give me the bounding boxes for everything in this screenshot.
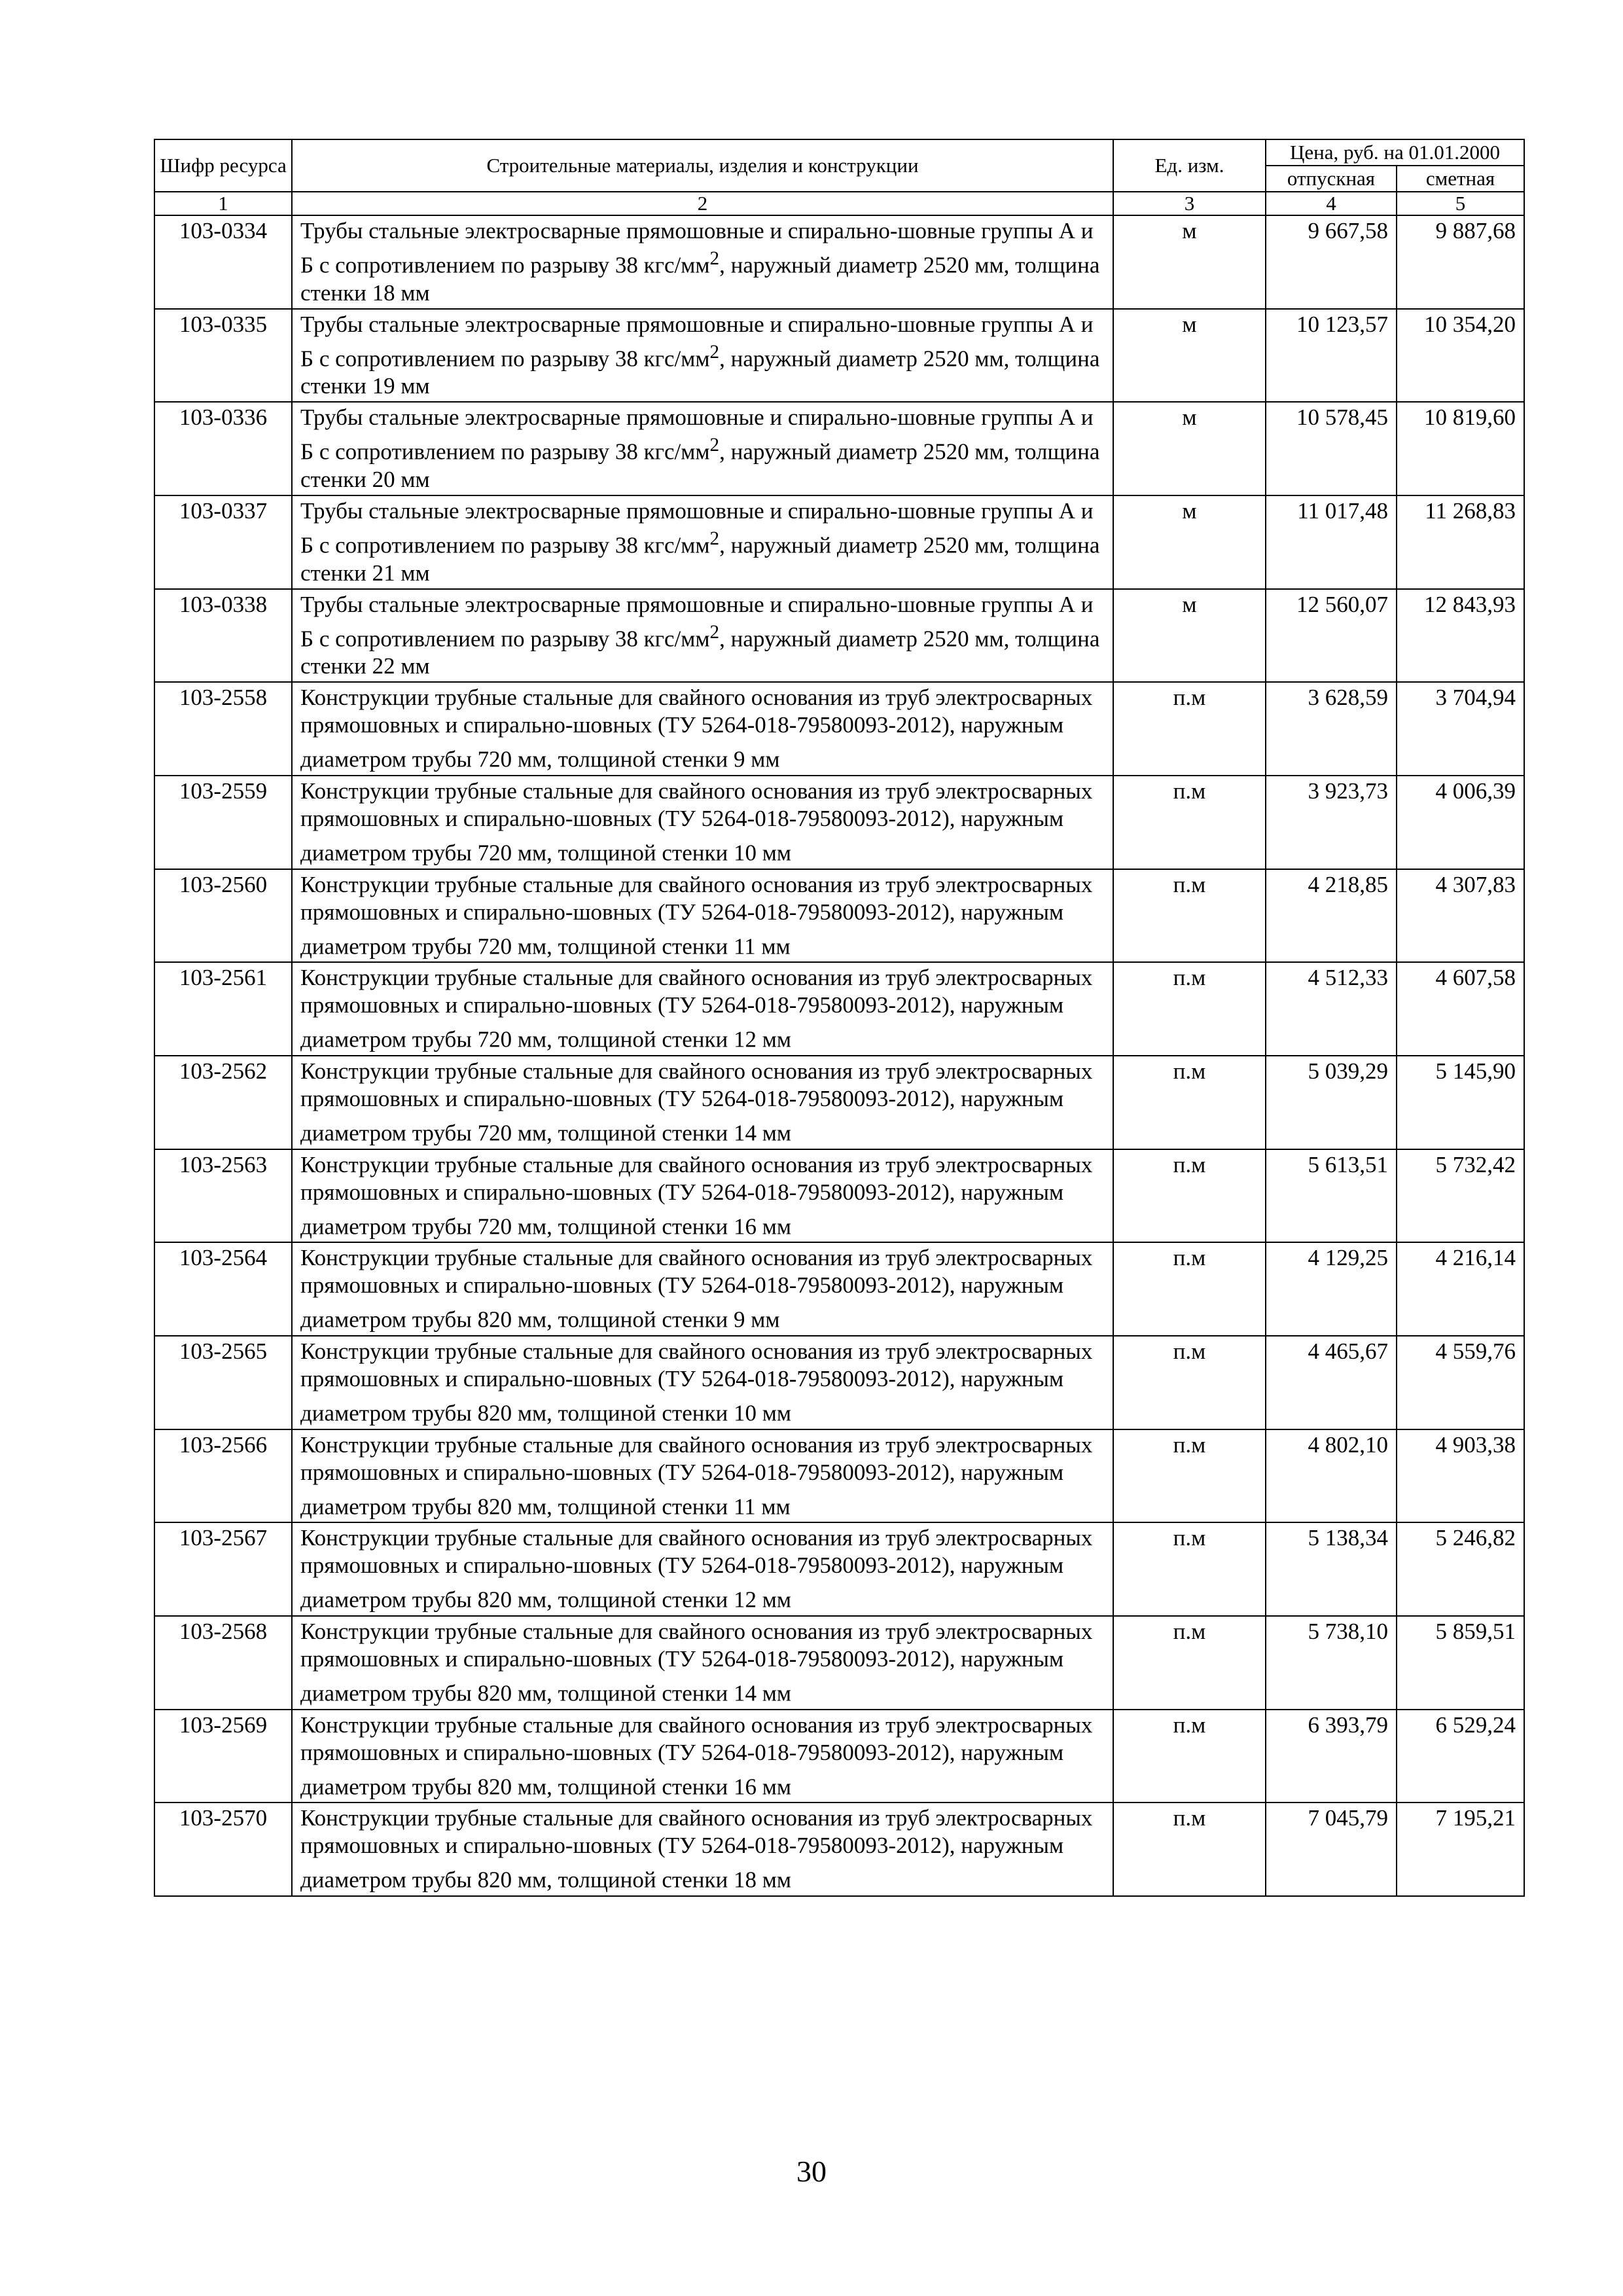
table-row — [154, 776, 1524, 869]
header-name: Строительные материалы, изделия и конструкции — [292, 139, 1113, 192]
resource-code: 103-2560 — [154, 869, 292, 963]
estimate-price: 9 887,68 — [1397, 215, 1524, 309]
superscript: 2 — [709, 341, 720, 363]
description-text: Конструкции трубные стальные для свайного основания из труб электросварных прямошовных и спирально-шовных (ТУ 5264-018-79580093-2012), наружным диаметром трубы 820 мм, толщиной стенки 16 мм — [300, 1712, 1093, 1800]
estimate-price: 3 704,94 — [1397, 682, 1524, 776]
estimate-price: 11 268,83 — [1397, 495, 1524, 589]
header-price-group: Цена, руб. на 01.01.2000 — [1266, 139, 1524, 166]
header-estimate-price: сметная — [1397, 166, 1524, 192]
resource-description — [292, 1149, 1113, 1243]
description-text: Трубы стальные электросварные прямошовные и спирально-шовные группы А и Б с сопротивлением по разрыву 38 кгс/мм — [300, 218, 1094, 278]
resource-code: 103-2568 — [154, 1616, 292, 1710]
release-price: 4 512,33 — [1266, 962, 1397, 1056]
description-text: Конструкции трубные стальные для свайного основания из труб электросварных прямошовных и спирально-шовных (ТУ 5264-018-79580093-2012), наружным диаметром трубы 720 мм, толщиной стенки 14 мм — [300, 1058, 1093, 1146]
release-price: 4 129,25 — [1266, 1242, 1397, 1336]
description-text: Конструкции трубные стальные для свайного основания из труб электросварных прямошовных и спирально-шовных (ТУ 5264-018-79580093-2012), наружным диаметром трубы 720 мм, толщиной стенки 12 мм — [300, 965, 1093, 1052]
resource-code: 103-0335 — [154, 309, 292, 403]
description-text: Конструкции трубные стальные для свайного основания из труб электросварных прямошовных и спирально-шовных (ТУ 5264-018-79580093-2012), наружным диаметром трубы 820 мм, толщиной стенки 11 мм — [300, 1431, 1093, 1520]
resource-code: 103-2567 — [154, 1522, 292, 1616]
release-price: 11 017,48 — [1266, 495, 1397, 589]
unit-of-measure: м — [1113, 309, 1266, 403]
table-row — [154, 1803, 1524, 1896]
table-body — [154, 215, 1524, 1896]
resource-description — [292, 682, 1113, 776]
unit-of-measure: п.м — [1113, 1242, 1266, 1336]
resource-code: 103-0338 — [154, 589, 292, 683]
estimate-price: 4 307,83 — [1397, 869, 1524, 963]
unit-of-measure: п.м — [1113, 1522, 1266, 1616]
estimate-price: 4 903,38 — [1397, 1429, 1524, 1523]
resource-code: 103-2563 — [154, 1149, 292, 1243]
table-row — [154, 1710, 1524, 1803]
unit-of-measure: п.м — [1113, 682, 1266, 776]
column-number: 3 — [1113, 192, 1266, 215]
release-price: 10 578,45 — [1266, 402, 1397, 495]
resource-code: 103-0334 — [154, 215, 292, 309]
resource-code: 103-2569 — [154, 1710, 292, 1803]
table-row — [154, 962, 1524, 1056]
resource-code: 103-2570 — [154, 1803, 292, 1896]
table-row — [154, 1522, 1524, 1616]
resource-code: 103-2564 — [154, 1242, 292, 1336]
estimate-price: 5 145,90 — [1397, 1056, 1524, 1149]
unit-of-measure: п.м — [1113, 776, 1266, 869]
description-text: Конструкции трубные стальные для свайного основания из труб электросварных прямошовных и спирально-шовных (ТУ 5264-018-79580093-2012), наружным диаметром трубы 820 мм, толщиной стенки 18 мм — [300, 1805, 1093, 1893]
description-text: Конструкции трубные стальные для свайного основания из труб электросварных прямошовных и спирально-шовных (ТУ 5264-018-79580093-2012), наружным диаметром трубы 720 мм, толщиной стенки 10 мм — [300, 778, 1093, 866]
description-text-cont: , наружный диаметр 2520 мм, толщина стенки 21 мм — [300, 532, 1100, 586]
estimate-price: 12 843,93 — [1397, 589, 1524, 683]
description-text: Трубы стальные электросварные прямошовные и спирально-шовные группы А и Б с сопротивлением по разрыву 38 кгс/мм — [300, 497, 1094, 558]
resource-description — [292, 589, 1113, 683]
resource-code: 103-2561 — [154, 962, 292, 1056]
resource-description — [292, 1056, 1113, 1149]
resource-description — [292, 1336, 1113, 1429]
resource-description — [292, 1803, 1113, 1896]
description-text-cont: , наружный диаметр 2520 мм, толщина стенки 22 мм — [300, 626, 1100, 679]
resource-description — [292, 1710, 1113, 1803]
superscript: 2 — [709, 248, 720, 269]
superscript: 2 — [709, 435, 720, 456]
release-price: 4 465,67 — [1266, 1336, 1397, 1429]
estimate-price: 10 354,20 — [1397, 309, 1524, 403]
column-number: 5 — [1397, 192, 1524, 215]
column-numbers-row — [154, 192, 1524, 215]
column-number: 2 — [292, 192, 1113, 215]
header-unit: Ед. изм. — [1113, 139, 1266, 192]
superscript: 2 — [709, 528, 720, 549]
resource-code: 103-2559 — [154, 776, 292, 869]
resource-description — [292, 869, 1113, 963]
table-row — [154, 1336, 1524, 1429]
price-table — [154, 139, 1525, 1897]
estimate-price: 5 859,51 — [1397, 1616, 1524, 1710]
table-row — [154, 869, 1524, 963]
description-text: Конструкции трубные стальные для свайного основания из труб электросварных прямошовных и спирально-шовных (ТУ 5264-018-79580093-2012), наружным диаметром трубы 820 мм, толщиной стенки 9 мм — [300, 1245, 1093, 1333]
table-row — [154, 682, 1524, 776]
unit-of-measure: п.м — [1113, 1336, 1266, 1429]
resource-description — [292, 402, 1113, 495]
unit-of-measure: п.м — [1113, 1429, 1266, 1523]
release-price: 12 560,07 — [1266, 589, 1397, 683]
resource-description — [292, 309, 1113, 403]
unit-of-measure: м — [1113, 589, 1266, 683]
release-price: 5 039,29 — [1266, 1056, 1397, 1149]
description-text-cont: , наружный диаметр 2520 мм, толщина стенки 19 мм — [300, 346, 1100, 399]
resource-code: 103-2558 — [154, 682, 292, 776]
estimate-price: 7 195,21 — [1397, 1803, 1524, 1896]
estimate-price: 5 246,82 — [1397, 1522, 1524, 1616]
estimate-price: 4 607,58 — [1397, 962, 1524, 1056]
unit-of-measure: п.м — [1113, 1149, 1266, 1243]
release-price: 3 628,59 — [1266, 682, 1397, 776]
unit-of-measure: п.м — [1113, 1616, 1266, 1710]
header-release-price: отпускная — [1266, 166, 1397, 192]
release-price: 5 138,34 — [1266, 1522, 1397, 1616]
unit-of-measure: п.м — [1113, 1803, 1266, 1896]
description-text: Конструкции трубные стальные для свайного основания из труб электросварных прямошовных и спирально-шовных (ТУ 5264-018-79580093-2012), наружным диаметром трубы 820 мм, толщиной стенки 10 мм — [300, 1338, 1093, 1426]
resource-description — [292, 1522, 1113, 1616]
resource-code: 103-2566 — [154, 1429, 292, 1523]
release-price: 9 667,58 — [1266, 215, 1397, 309]
description-text-cont: , наружный диаметр 2520 мм, толщина стенки 20 мм — [300, 439, 1100, 492]
table-row — [154, 1429, 1524, 1523]
estimate-price: 10 819,60 — [1397, 402, 1524, 495]
description-text: Конструкции трубные стальные для свайного основания из труб электросварных прямошовных и спирально-шовных (ТУ 5264-018-79580093-2012), наружным диаметром трубы 820 мм, толщиной стенки 12 мм — [300, 1525, 1093, 1613]
resource-description — [292, 215, 1113, 309]
unit-of-measure: м — [1113, 495, 1266, 589]
description-text-cont: , наружный диаметр 2520 мм, толщина стенки 18 мм — [300, 252, 1100, 306]
resource-description — [292, 1242, 1113, 1336]
description-text: Трубы стальные электросварные прямошовные и спирально-шовные группы А и Б с сопротивлением по разрыву 38 кгс/мм — [300, 404, 1094, 465]
page-number: 30 — [796, 2155, 827, 2188]
estimate-price: 4 006,39 — [1397, 776, 1524, 869]
description-text: Конструкции трубные стальные для свайного основания из труб электросварных прямошовных и спирально-шовных (ТУ 5264-018-79580093-2012), наружным диаметром трубы 720 мм, толщиной стенки 16 мм — [300, 1151, 1093, 1240]
table-row — [154, 589, 1524, 683]
unit-of-measure: п.м — [1113, 869, 1266, 963]
release-price: 3 923,73 — [1266, 776, 1397, 869]
resource-code: 103-2565 — [154, 1336, 292, 1429]
estimate-price: 4 216,14 — [1397, 1242, 1524, 1336]
table-row — [154, 309, 1524, 403]
table-row — [154, 1616, 1524, 1710]
resource-description — [292, 776, 1113, 869]
column-number: 1 — [154, 192, 292, 215]
table-row — [154, 1242, 1524, 1336]
release-price: 4 802,10 — [1266, 1429, 1397, 1523]
release-price: 5 738,10 — [1266, 1616, 1397, 1710]
unit-of-measure: п.м — [1113, 962, 1266, 1056]
description-text: Конструкции трубные стальные для свайного основания из труб электросварных прямошовных и спирально-шовных (ТУ 5264-018-79580093-2012), наружным диаметром трубы 720 мм, толщиной стенки 9 мм — [300, 685, 1093, 772]
resource-description — [292, 1616, 1113, 1710]
header-code: Шифр ресурса — [154, 139, 292, 192]
resource-code: 103-2562 — [154, 1056, 292, 1149]
table-row — [154, 1149, 1524, 1243]
unit-of-measure: п.м — [1113, 1056, 1266, 1149]
estimate-price: 6 529,24 — [1397, 1710, 1524, 1803]
resource-description — [292, 1429, 1113, 1523]
resource-code: 103-0337 — [154, 495, 292, 589]
release-price: 4 218,85 — [1266, 869, 1397, 963]
unit-of-measure: м — [1113, 215, 1266, 309]
estimate-price: 5 732,42 — [1397, 1149, 1524, 1243]
table-header — [154, 139, 1524, 215]
release-price: 6 393,79 — [1266, 1710, 1397, 1803]
release-price: 5 613,51 — [1266, 1149, 1397, 1243]
resource-description — [292, 495, 1113, 589]
superscript: 2 — [709, 621, 720, 643]
release-price: 7 045,79 — [1266, 1803, 1397, 1896]
description-text: Конструкции трубные стальные для свайного основания из труб электросварных прямошовных и спирально-шовных (ТУ 5264-018-79580093-2012), наружным диаметром трубы 720 мм, толщиной стенки 11 мм — [300, 871, 1093, 960]
table-row — [154, 402, 1524, 495]
column-number: 4 — [1266, 192, 1397, 215]
description-text: Конструкции трубные стальные для свайного основания из труб электросварных прямошовных и спирально-шовных (ТУ 5264-018-79580093-2012), наружным диаметром трубы 820 мм, толщиной стенки 14 мм — [300, 1618, 1093, 1706]
resource-code: 103-0336 — [154, 402, 292, 495]
table-row — [154, 1056, 1524, 1149]
table-row — [154, 495, 1524, 589]
description-text: Трубы стальные электросварные прямошовные и спирально-шовные группы А и Б с сопротивлением по разрыву 38 кгс/мм — [300, 591, 1094, 652]
description-text: Трубы стальные электросварные прямошовные и спирально-шовные группы А и Б с сопротивлением по разрыву 38 кгс/мм — [300, 311, 1094, 372]
table-row — [154, 215, 1524, 309]
estimate-price: 4 559,76 — [1397, 1336, 1524, 1429]
release-price: 10 123,57 — [1266, 309, 1397, 403]
unit-of-measure: п.м — [1113, 1710, 1266, 1803]
unit-of-measure: м — [1113, 402, 1266, 495]
resource-description — [292, 962, 1113, 1056]
